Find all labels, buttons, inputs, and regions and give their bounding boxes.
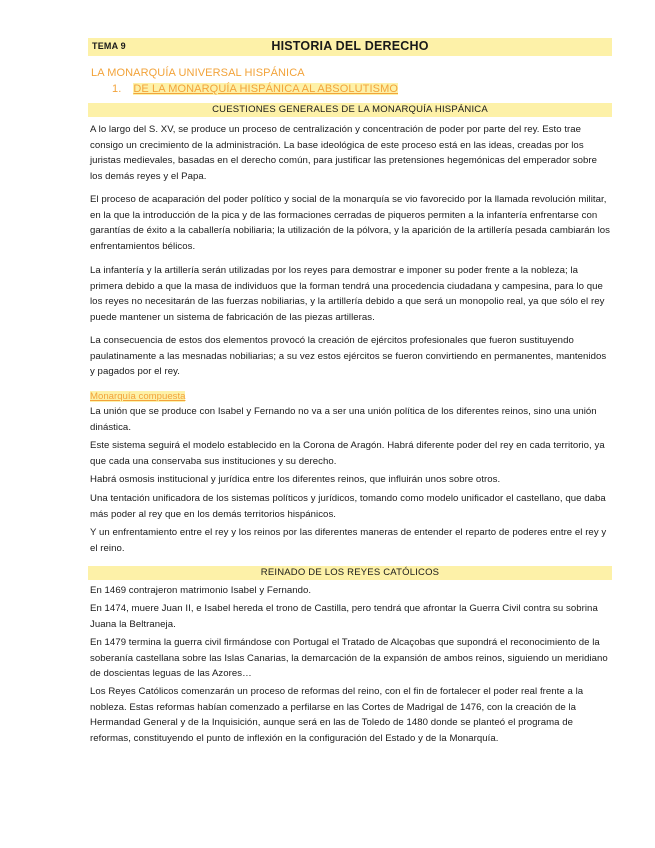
reinado-paragraph-2: En 1474, muere Juan II, e Isabel hereda el trono de Castilla, pero tendrá que afrontar la Guerra Civil contra su sobrina Juana la Beltraneja. xyxy=(90,603,598,630)
reinado-paragraph-4: Los Reyes Católicos comenzarán un proceso de reformas del reino, con el fin de fortalecer el poder real frente a la nobleza. Estas reformas habían comenzado a perfilarse en las Cortes de Madrigal de 1476, con la creación de la Hermandad General y de la Inquisición, aunque será en las de Toledo de 1480 donde se planteó el programa de reformas, constituyendo el punto de inflexión en la configuración del Estado y de la Monarquía. xyxy=(90,686,584,744)
cuestiones-paragraph-2: El proceso de acaparación del poder político y social de la monarquía se vio favorecido por la llamada revolución militar, en la que la introducción de la pica y de las formaciones cerradas de piqueros permiten a la infantería enfrentarse con garantías de éxito a la caballería nobiliaria; la utilización de la pólvora, y la aparición de la artillería pesada cambiarán los enfrentamientos bélicos. xyxy=(90,194,611,252)
header-bar xyxy=(88,38,612,56)
subsection-number: 1. xyxy=(112,83,122,95)
monarquia-compuesta-heading: Monarquía compuesta xyxy=(90,391,186,402)
cuestiones-paragraph-3: La infantería y la artillería serán utilizadas por los reyes para demostrar e imponer su poder frente a la nobleza; la primera debido a que la masa de individuos que la forman tendrá una procedencia ciudadana y campesina, para lo que los reyes no necesitarán de las fuerzas nobiliarias, y la artillería debido a que será un monopolio real, ya que sólo el rey puede mantener un sistema de fabricación de las piezas artilleras. xyxy=(90,265,605,323)
compuesta-paragraph-3: Habrá osmosis institucional y jurídica entre los diferentes reinos, que influirán unos sobre otros. xyxy=(90,474,501,485)
compuesta-paragraph-5: Y un enfrentamiento entre el rey y los reinos por las diferentes maneras de entender el reparto de poderes entre el rey y el reino. xyxy=(90,527,607,554)
page-title: HISTORIA DEL DERECHO xyxy=(271,39,429,53)
section-title: LA MONARQUÍA UNIVERSAL HISPÁNICA xyxy=(91,67,305,79)
subsection-heading xyxy=(112,83,398,95)
tema-label: TEMA 9 xyxy=(92,41,126,51)
reinado-paragraph-3: En 1479 termina la guerra civil firmándose con Portugal el Tratado de Alcaçobas que supondrá el reconocimiento de la soberanía castellana sobre las Islas Canarias, la demarcación de la expansión de ambos reinos, siguiendo un meridiano de doscientas leguas de las Azores… xyxy=(90,637,608,680)
compuesta-paragraph-2: Este sistema seguirá el modelo establecido en la Corona de Aragón. Habrá diferente poder del rey en cada territorio, ya que cada una conservaba sus instituciones y su derecho. xyxy=(90,440,605,467)
subsection-title: DE LA MONARQUÍA HISPÁNICA AL ABSOLUTISMO xyxy=(133,83,398,95)
cuestiones-paragraph-1: A lo largo del S. XV, se produce un proceso de centralización y concentración de poder por parte del rey. Esto trae consigo un crecimiento de la administración. La base ideológica de este proceso está en las ideas, creadas por los juristas medievales, basadas en el derecho común, para justificar las pretensiones hegemónicas del emperador sobre los demás reyes y el Papa. xyxy=(90,124,597,182)
reinado-paragraph-1: En 1469 contrajeron matrimonio Isabel y Fernando. xyxy=(90,585,312,596)
compuesta-paragraph-4: Una tentación unificadora de los sistemas políticos y jurídicos, tomando como modelo unificador el castellano, que daba más poder al rey que en los demás territorios hispánicos. xyxy=(90,493,606,520)
compuesta-paragraph-1: La unión que se produce con Isabel y Fernando no va a ser una unión política de los diferentes reinos, sino una unión dinástica. xyxy=(90,406,597,433)
reinado-heading: REINADO DE LOS REYES CATÓLICOS xyxy=(88,566,612,580)
cuestiones-heading: CUESTIONES GENERALES DE LA MONARQUÍA HISPÁNICA xyxy=(88,103,612,117)
cuestiones-paragraph-4: La consecuencia de estos dos elementos provocó la creación de ejércitos profesionales que fueron sustituyendo paulatinamente a las mesnadas nobiliarias; a su vez estos ejércitos se fueron convirtiendo en permanentes, mantenidos y pagados por el rey. xyxy=(90,335,607,378)
